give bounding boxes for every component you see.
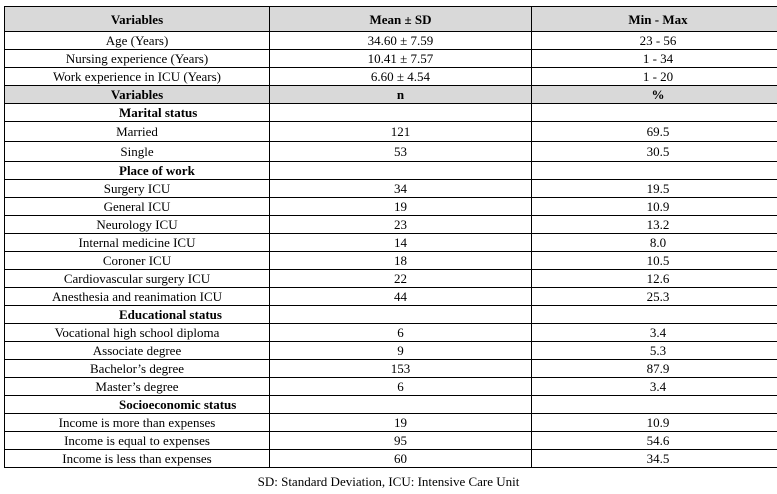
category-label: Anesthesia and reanimation ICU xyxy=(5,288,270,306)
count-value: 14 xyxy=(270,234,532,252)
section-row xyxy=(5,104,777,122)
section-title: Socioeconomic status xyxy=(5,396,270,414)
table-footnote: SD: Standard Deviation, ICU: Intensive Care Unit xyxy=(257,474,520,489)
section-blank-cell xyxy=(270,162,532,180)
demographics-table xyxy=(4,6,777,468)
section-blank-cell xyxy=(532,162,777,180)
percent-value: 3.4 xyxy=(532,378,777,396)
header-variables: Variables xyxy=(5,7,270,32)
header-min-max: Min - Max xyxy=(532,7,777,32)
percent-value: 19.5 xyxy=(532,180,777,198)
count-value: 153 xyxy=(270,360,532,378)
min-max-value: 1 - 20 xyxy=(532,68,777,86)
header-variables: Variables xyxy=(5,86,270,104)
table-row xyxy=(5,68,777,86)
table-row xyxy=(5,32,777,50)
section-row xyxy=(5,306,777,324)
count-value: 95 xyxy=(270,432,532,450)
table-row xyxy=(5,50,777,68)
count-value: 53 xyxy=(270,142,532,162)
section-blank-cell xyxy=(532,306,777,324)
table-row xyxy=(5,180,777,198)
category-label: Income is equal to expenses xyxy=(5,432,270,450)
category-label: Neurology ICU xyxy=(5,216,270,234)
percent-value: 69.5 xyxy=(532,122,777,142)
percent-value: 30.5 xyxy=(532,142,777,162)
header-n: n xyxy=(270,86,532,104)
table-row xyxy=(5,234,777,252)
category-label: Associate degree xyxy=(5,342,270,360)
mean-sd-value: 10.41 ± 7.57 xyxy=(270,50,532,68)
table-row xyxy=(5,122,777,142)
section-title: Place of work xyxy=(5,162,270,180)
category-label: Cardiovascular surgery ICU xyxy=(5,270,270,288)
table-row xyxy=(5,142,777,162)
table-row xyxy=(5,216,777,234)
count-value: 60 xyxy=(270,450,532,468)
table-row xyxy=(5,432,777,450)
section-blank-cell xyxy=(532,104,777,122)
category-label: Coroner ICU xyxy=(5,252,270,270)
table-row xyxy=(5,198,777,216)
count-value: 44 xyxy=(270,288,532,306)
category-label: Bachelor’s degree xyxy=(5,360,270,378)
table-row xyxy=(5,360,777,378)
section-row xyxy=(5,396,777,414)
percent-value: 10.5 xyxy=(532,252,777,270)
section-blank-cell xyxy=(532,396,777,414)
table-row xyxy=(5,378,777,396)
header-mean-sd: Mean ± SD xyxy=(270,7,532,32)
category-label: Income is more than expenses xyxy=(5,414,270,432)
table-row xyxy=(5,288,777,306)
percent-value: 10.9 xyxy=(532,198,777,216)
section-blank-cell xyxy=(270,306,532,324)
header-row xyxy=(5,7,777,32)
count-value: 6 xyxy=(270,324,532,342)
count-value: 121 xyxy=(270,122,532,142)
percent-value: 25.3 xyxy=(532,288,777,306)
section-row xyxy=(5,162,777,180)
percent-value: 13.2 xyxy=(532,216,777,234)
count-value: 6 xyxy=(270,378,532,396)
table-row xyxy=(5,252,777,270)
count-value: 18 xyxy=(270,252,532,270)
min-max-value: 23 - 56 xyxy=(532,32,777,50)
variable-label: Work experience in ICU (Years) xyxy=(5,68,270,86)
table-row xyxy=(5,450,777,468)
category-label: Surgery ICU xyxy=(5,180,270,198)
percent-value: 12.6 xyxy=(532,270,777,288)
header-row-categorical xyxy=(5,86,777,104)
table-body xyxy=(5,7,777,468)
category-label: General ICU xyxy=(5,198,270,216)
header-percent: % xyxy=(532,86,777,104)
section-title: Educational status xyxy=(5,306,270,324)
variable-label: Age (Years) xyxy=(5,32,270,50)
category-label: Master’s degree xyxy=(5,378,270,396)
percent-value: 34.5 xyxy=(532,450,777,468)
category-label: Vocational high school diploma xyxy=(5,324,270,342)
count-value: 9 xyxy=(270,342,532,360)
table-row xyxy=(5,414,777,432)
variable-label: Nursing experience (Years) xyxy=(5,50,270,68)
percent-value: 8.0 xyxy=(532,234,777,252)
percent-value: 5.3 xyxy=(532,342,777,360)
table-row xyxy=(5,324,777,342)
table-row xyxy=(5,270,777,288)
mean-sd-value: 6.60 ± 4.54 xyxy=(270,68,532,86)
count-value: 19 xyxy=(270,414,532,432)
category-label: Single xyxy=(5,142,270,162)
percent-value: 54.6 xyxy=(532,432,777,450)
mean-sd-value: 34.60 ± 7.59 xyxy=(270,32,532,50)
table-row xyxy=(5,342,777,360)
percent-value: 87.9 xyxy=(532,360,777,378)
count-value: 34 xyxy=(270,180,532,198)
category-label: Income is less than expenses xyxy=(5,450,270,468)
category-label: Married xyxy=(5,122,270,142)
category-label: Internal medicine ICU xyxy=(5,234,270,252)
count-value: 23 xyxy=(270,216,532,234)
section-blank-cell xyxy=(270,104,532,122)
percent-value: 3.4 xyxy=(532,324,777,342)
count-value: 19 xyxy=(270,198,532,216)
section-blank-cell xyxy=(270,396,532,414)
percent-value: 10.9 xyxy=(532,414,777,432)
count-value: 22 xyxy=(270,270,532,288)
section-title: Marital status xyxy=(5,104,270,122)
min-max-value: 1 - 34 xyxy=(532,50,777,68)
